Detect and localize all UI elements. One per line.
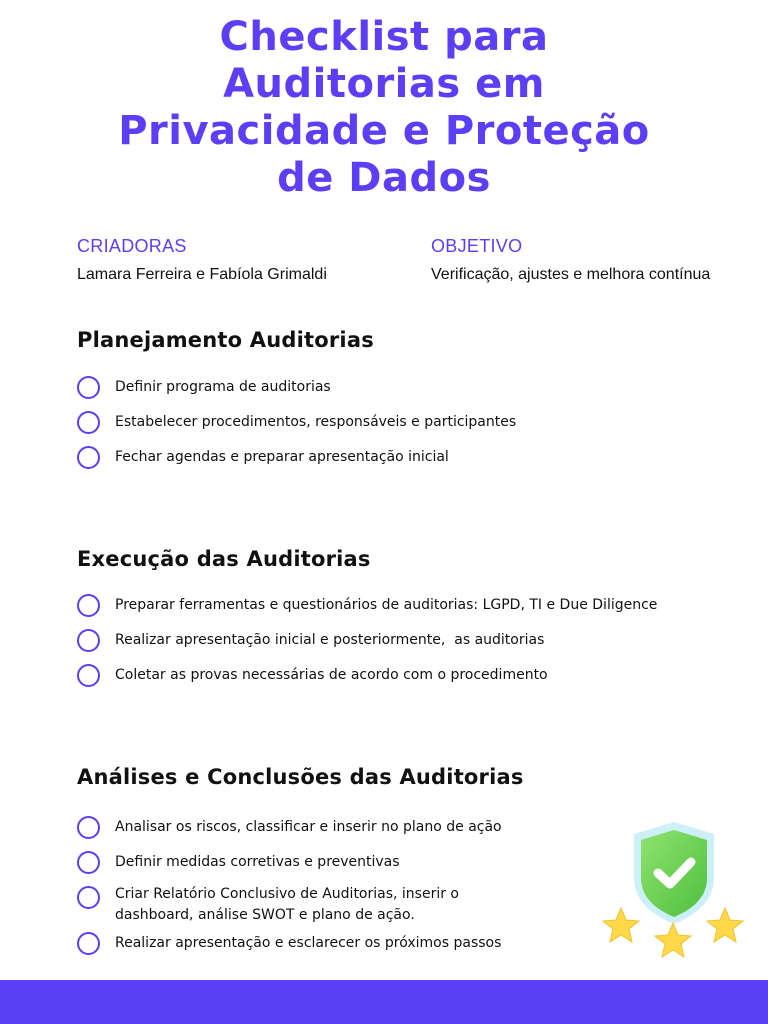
checkbox-circle-icon[interactable] (77, 376, 100, 399)
shield-check-icon (596, 820, 756, 970)
objective-value: Verificação, ajustes e melhora contínua (431, 266, 711, 283)
creators-value: Lamara Ferreira e Fabíola Grimaldi (77, 266, 327, 283)
checkbox-circle-icon[interactable] (77, 664, 100, 687)
checklist-item[interactable] (77, 595, 657, 617)
section-title-execucao: Execução das Auditorias (77, 547, 371, 571)
creators-label: CRIADORAS (77, 236, 187, 256)
checkbox-circle-icon[interactable] (77, 932, 100, 955)
section-title-planejamento: Planejamento Auditorias (77, 328, 374, 352)
star-icon (655, 923, 691, 957)
checklist-item-label: Realizar apresentação e esclarecer os próximos passos (115, 935, 502, 951)
title-line: Auditorias em (223, 61, 545, 107)
checklist-item-label: Preparar ferramentas e questionários de auditorias: LGPD, TI e Due Diligence (115, 597, 658, 613)
checkbox-circle-icon[interactable] (77, 411, 100, 434)
checklist-item[interactable] (77, 817, 502, 839)
checklist-item-label: Definir medidas corretivas e preventivas (115, 854, 400, 870)
star-icon (707, 908, 743, 942)
checklist-item-label: Fechar agendas e preparar apresentação inicial (115, 449, 449, 465)
title-line: de Dados (277, 155, 491, 201)
checklist-item[interactable] (77, 630, 544, 652)
checklist-item[interactable] (77, 933, 501, 955)
page-title (0, 14, 768, 202)
objective-label: OBJETIVO (431, 236, 523, 256)
footer-bar (0, 980, 768, 1024)
checklist-item-label: Definir programa de auditorias (115, 379, 331, 395)
checklist-item-label: Analisar os riscos, classificar e inserir no plano de ação (115, 819, 502, 835)
title-line: Checklist para (219, 14, 549, 60)
checkbox-circle-icon[interactable] (77, 886, 100, 909)
title-line: Privacidade e Proteção (118, 108, 650, 154)
checklist-item[interactable] (77, 665, 548, 687)
section-title-analises: Análises e Conclusões das Auditorias (77, 765, 524, 789)
star-icon (603, 908, 639, 942)
checkbox-circle-icon[interactable] (77, 816, 100, 839)
checklist-item-label: Estabelecer procedimentos, responsáveis e participantes (115, 414, 517, 430)
checklist-item[interactable] (77, 377, 331, 399)
checklist-item[interactable] (77, 412, 516, 434)
checklist-item-label: Realizar apresentação inicial e posteriormente, as auditorias (115, 632, 545, 648)
checklist-item[interactable] (77, 884, 475, 926)
checklist-item[interactable] (77, 852, 400, 874)
checklist-item-label: Coletar as provas necessárias de acordo com o procedimento (115, 667, 548, 683)
checklist-item[interactable] (77, 447, 449, 469)
checkbox-circle-icon[interactable] (77, 446, 100, 469)
checkbox-circle-icon[interactable] (77, 629, 100, 652)
checkbox-circle-icon[interactable] (77, 594, 100, 617)
checkbox-circle-icon[interactable] (77, 851, 100, 874)
checklist-item-label: Criar Relatório Conclusivo de Auditorias, inserir o dashboard, análise SWOT e plano de ação. (115, 886, 459, 923)
